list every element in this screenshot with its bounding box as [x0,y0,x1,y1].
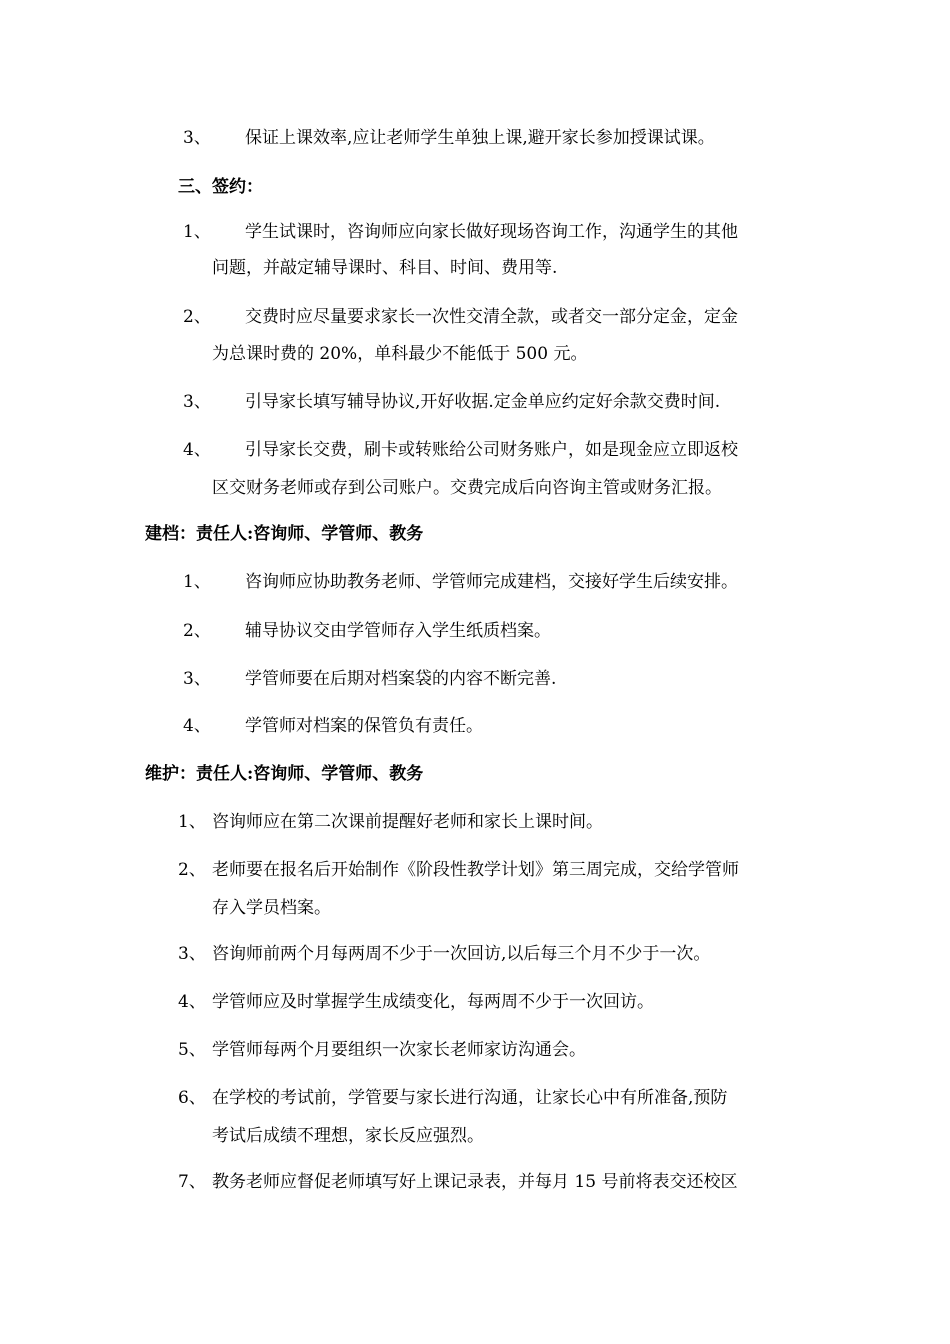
list-number: 7、 [178,1172,206,1192]
list-item-text: 交费时应尽量要求家长一次性交清全款，或者交一部分定金，定金 [245,307,738,327]
list-number: 2、 [183,307,211,327]
list-item-text: 学管师每两个月要组织一次家长老师家访沟通会。 [212,1040,586,1060]
list-number: 3、 [178,944,206,964]
list-number: 1、 [183,222,211,242]
list-item-text: 咨询师前两个月每两周不少于一次回访,以后每三个月不少于一次。 [212,944,711,964]
list-item-text: 学管师要在后期对档案袋的内容不断完善. [245,669,557,689]
list-item-text: 学生试课时，咨询师应向家长做好现场咨询工作，沟通学生的其他 [245,222,738,242]
list-item-text: 学管师应及时掌握学生成绩变化，每两周不少于一次回访。 [212,992,654,1012]
list-item-text: 在学校的考试前，学管要与家长进行沟通，让家长心中有所准备,预防 [212,1088,728,1108]
list-item-text: 学管师对档案的保管负有责任。 [245,716,483,736]
list-item-text: 教务老师应督促老师填写好上课记录表，并每月 15 号前将表交还校区 [212,1172,738,1192]
section-heading-signing: 三、签约： [178,177,263,197]
list-item-text: 辅导协议交由学管师存入学生纸质档案。 [245,621,551,641]
list-item-text: 存入学员档案。 [212,898,331,918]
list-number: 2、 [178,860,206,880]
list-item-text: 为总课时费的 20%，单科最少不能低于 500 元。 [212,344,588,364]
list-item-text: 引导家长填写辅导协议,开好收据.定金单应约定好余款交费时间. [245,392,721,412]
list-number: 4、 [183,440,211,460]
list-number: 4、 [183,716,211,736]
list-number: 1、 [178,812,206,832]
list-item-text: 区交财务老师或存到公司账户。交费完成后向咨询主管或财务汇报。 [212,478,722,498]
section-heading-maintenance: 维护：责任人:咨询师、学管师、教务 [145,764,424,784]
list-number: 1、 [183,572,211,592]
list-item-text: 引导家长交费，刷卡或转账给公司财务账户，如是现金应立即返校 [245,440,738,460]
list-item-text: 问题，并敲定辅导课时、科目、时间、费用等. [212,258,558,278]
list-number: 3、 [183,128,211,148]
list-number: 3、 [183,669,211,689]
list-number: 4、 [178,992,206,1012]
section-heading-archive: 建档：责任人:咨询师、学管师、教务 [145,524,424,544]
list-item-text: 咨询师应协助教务老师、学管师完成建档，交接好学生后续安排。 [245,572,738,592]
list-item-text: 老师要在报名后开始制作《阶段性教学计划》第三周完成，交给学管师 [212,860,739,880]
list-item-text: 咨询师应在第二次课前提醒好老师和家长上课时间。 [212,812,603,832]
list-number: 2、 [183,621,211,641]
list-item-text: 保证上课效率,应让老师学生单独上课,避开家长参加授课试课。 [245,128,715,148]
list-item-text: 考试后成绩不理想，家长反应强烈。 [212,1126,484,1146]
list-number: 3、 [183,392,211,412]
list-number: 6、 [178,1088,206,1108]
list-number: 5、 [178,1040,206,1060]
